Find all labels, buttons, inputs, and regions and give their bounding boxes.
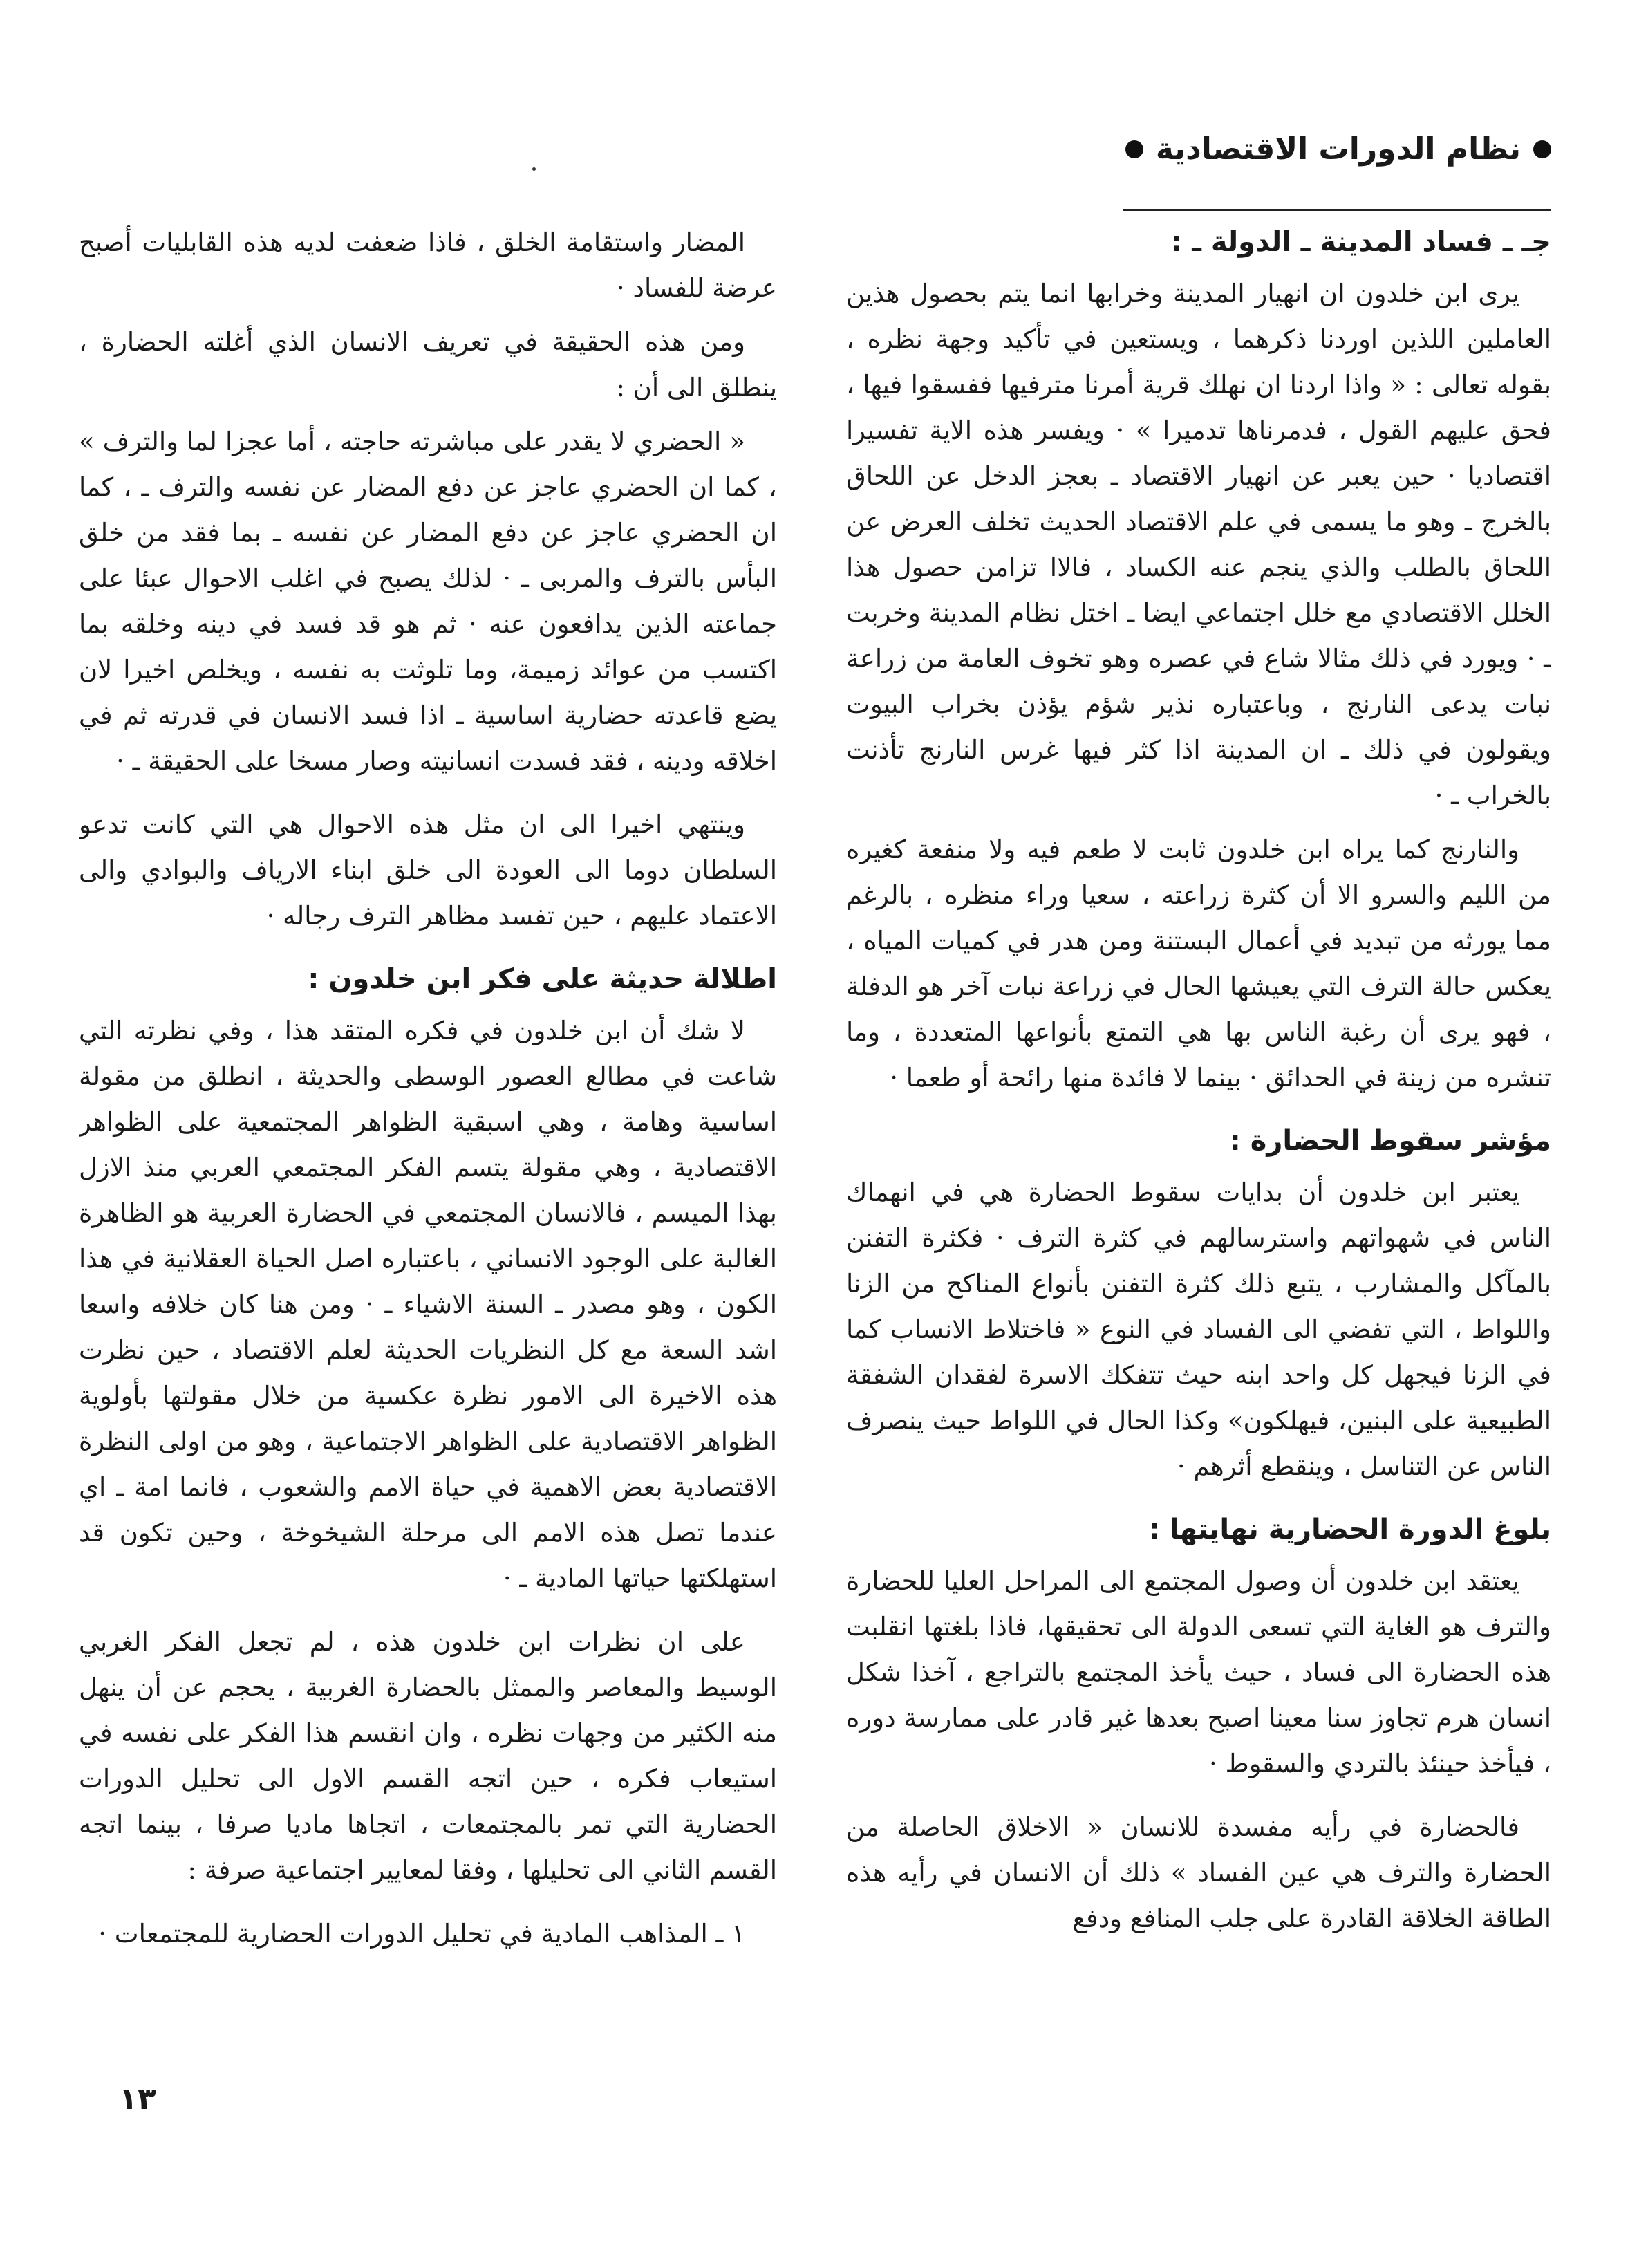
paragraph: لا شك أن ابن خلدون في فكره المتقد هذا ، وفي نظرته التي شاعت في مطالع العصور الوسطى والحديثة ، انطلق من مقولة اساسية وهامة ، وهي اسبقية الظواهر المجتمعية على الظواهر الاقتصادية ، وهي مقولة يتسم الفكر المجتمعي العربي منذ الازل بهذا الميسم ، فالانسان المجتمعي في الحضارة العربية هو الظاهرة الغالبة على الوجود الانساني ، باعتباره اصل الحياة العقلانية في هذا الكون ، وهو مصدر ـ السنة الاشياء ـ · ومن هنا كان خلافه واسعا اشد السعة مع كل النظريات الحديثة لعلم الاقتصاد ، حين نظرت هذه الاخيرة الى الامور نظرة عكسية من خلال مقولتها بأولوية الظواهر الاقتصادية على الظواهر الاجتماعية ، وهو من اولى النظرة الاقتصادية بعض الاهمية في حياة الامم والشعوب ، فانما امة ـ اي عندما تصل هذه الامم الى مرحلة الشيخوخة ، وحين تكون قد استهلكتها حياتها المادية ـ ·: [79, 1016, 777, 1593]
header-rule: [1123, 209, 1551, 211]
paragraph: المضار واستقامة الخلق ، فاذا ضعفت لديه هذه القابليات أصبح عرضة للفساد ·: [79, 227, 777, 303]
running-header: [1143, 131, 1551, 167]
left-column: [79, 220, 777, 2059]
header-title: نظام الدورات الاقتصادية: [1155, 131, 1521, 167]
paragraph: ١ ـ المذاهب المادية في تحليل الدورات الحضارية للمجتمعات ·: [98, 1919, 745, 1949]
bullet-icon: [1533, 140, 1551, 158]
section-heading: مؤشر سقوط الحضارة :: [1229, 1125, 1551, 1157]
bullet-icon: [1125, 140, 1143, 158]
print-speck: [532, 167, 536, 171]
paragraph: فالحضارة في رأيه مفسدة للانسان « الاخلاق الحاصلة من الحضارة والترف هي عين الفساد » ذلك أن الانسان في رأيه هذه الطاقة الخلاقة القادرة على جلب المنافع ودفع: [846, 1812, 1551, 1933]
paragraph: على ان نظرات ابن خلدون هذه ، لم تجعل الفكر الغربي الوسيط والمعاصر والممثل بالحضارة الغربية ، يحجم عن أن ينهل منه الكثير من وجهات نظره ، وان انقسم هذا الفكر على نفسه في استيعاب فكره ، حين اتجه القسم الاول الى تحليل الدورات الحضارية التي تمر بالمجتمعات ، اتجاها ماديا صرفا ، بينما اتجه القسم الثاني الى تحليلها ، وفقا لمعايير اجتماعية صرفة :: [79, 1627, 777, 1885]
paragraph: « الحضري لا يقدر على مباشرته حاجته ، أما عجزا لما والترف » ، كما ان الحضري عاجز عن دفع المضار عن نفسه والترف ـ ، كما ان الحضري عاجز عن دفع المضار عن نفسه ـ بما فقد من خلق البأس بالترف والمربى ـ · لذلك يصبح في اغلب الاحوال عبئا على جماعته الذين يدافعون عنه · ثم هو قد فسد في دينه وخلقه بما اكتسب من عوائد زميمة، وما تلوثت به نفسه ، ويخلص اخيرا لان يضع قاعدته حضارية اساسية ـ اذا فسد الانسان في قدرته ثم في اخلاقه ودينه ، فقد فسدت انسانيته وصار مسخا على الحقيقة ـ ·: [79, 427, 777, 776]
right-column: [846, 220, 1551, 2059]
paragraph: والنارنج كما يراه ابن خلدون ثابت لا طعم فيه ولا منفعة كغيره من الليم والسرو الا أن كثرة زراعته ، سعيا وراء منظره ، بالرغم مما يورثه من تبديد في أعمال البستنة ومن هدر في كميات المياه ، يعكس حالة الترف التي يعيشها الحال في زراعة نبات آخر هو الدفلة ، فهو يرى أن رغبة الناس بها هي التمتع بأنواعها المتعددة ، وما تنشره من زينة في الحدائق · بينما لا فائدة منها رائحة أو طعما ·: [846, 835, 1551, 1093]
paragraph: يعتبر ابن خلدون أن بدايات سقوط الحضارة هي في انهماك الناس في شهواتهم واسترسالهم في كثرة الترف · فكثرة التفنن بالمآكل والمشارب ، يتبع ذلك كثرة التفنن بأنواع المناكح من الزنا واللواط ، التي تفضي الى الفساد في النوع « فاختلاط الانساب كما في الزنا فيجهل كل واحد ابنه حيث تتفكك الاسرة لفقدان الشفقة الطبيعية على البنين، فيهلكون» وكذا الحال في اللواط حيث ينصرف الناس عن التناسل ، وينقطع أثرهم ·: [846, 1178, 1551, 1481]
section-heading: اطلالة حديثة على فكر ابن خلدون :: [308, 963, 777, 995]
paragraph: يعتقد ابن خلدون أن وصول المجتمع الى المراحل العليا للحضارة والترف هو الغاية التي تسعى الدولة الى تحقيقها، فاذا بلغتها انقلبت هذه الحضارة الى فساد ، حيث يأخذ المجتمع بالتراجع ، آخذا شكل انسان هرم تجاوز سنا معينا اصبح بعدها غير قادر على ممارسة دوره ، فيأخذ حينئذ بالتردي والسقوط ·: [846, 1566, 1551, 1778]
paragraph: ومن هذه الحقيقة في تعريف الانسان الذي أغلته الحضارة ، ينطلق الى أن :: [79, 327, 777, 402]
section-heading: بلوغ الدورة الحضارية نهايتها :: [1148, 1514, 1551, 1545]
section-heading: جـ ـ فساد المدينة ـ الدولة ـ :: [1171, 226, 1551, 258]
page-number: ١٣: [119, 2081, 156, 2117]
paragraph: يرى ابن خلدون ان انهيار المدينة وخرابها انما يتم بحصول هذين العاملين اللذين اوردنا ذكرهما ، ويستعين في تأكيد وجهة نظره ، بقوله تعالى : « واذا اردنا ان نهلك قرية أمرنا مترفيها ففسقوا فيها ، فحق عليهم القول ، فدمرناها تدميرا » · ويفسر هذه الاية تفسيرا اقتصاديا · حين يعبر عن انهيار الاقتصاد ـ بعجز الدخل عن اللحاق بالخرج ـ وهو ما يسمى في علم الاقتصاد الحديث تخلف العرض عن اللحاق بالطلب والذي ينجم عنه الكساد ، فالاا تزامن حصول هذا الخلل الاقتصادي مع خلل اجتماعي ايضا ـ اختل نظام المدينة وخربت ـ · ويورد في ذلك مثالا شاع في عصره وهو تخوف العامة من زراعة نبات يدعى النارنج ، وباعتباره نذير شؤم يؤذن بخراب البيوت ويقولون في ذلك ـ ان المدينة اذا كثر فيها غرس النارنج تأذنت بالخراب ـ ·: [846, 279, 1551, 810]
paragraph: وينتهي اخيرا الى ان مثل هذه الاحوال هي التي كانت تدعو السلطان دوما الى العودة الى خلق ابناء الارياف والبوادي والى الاعتماد عليهم ، حين تفسد مظاهر الترف رجاله ·: [79, 810, 777, 931]
